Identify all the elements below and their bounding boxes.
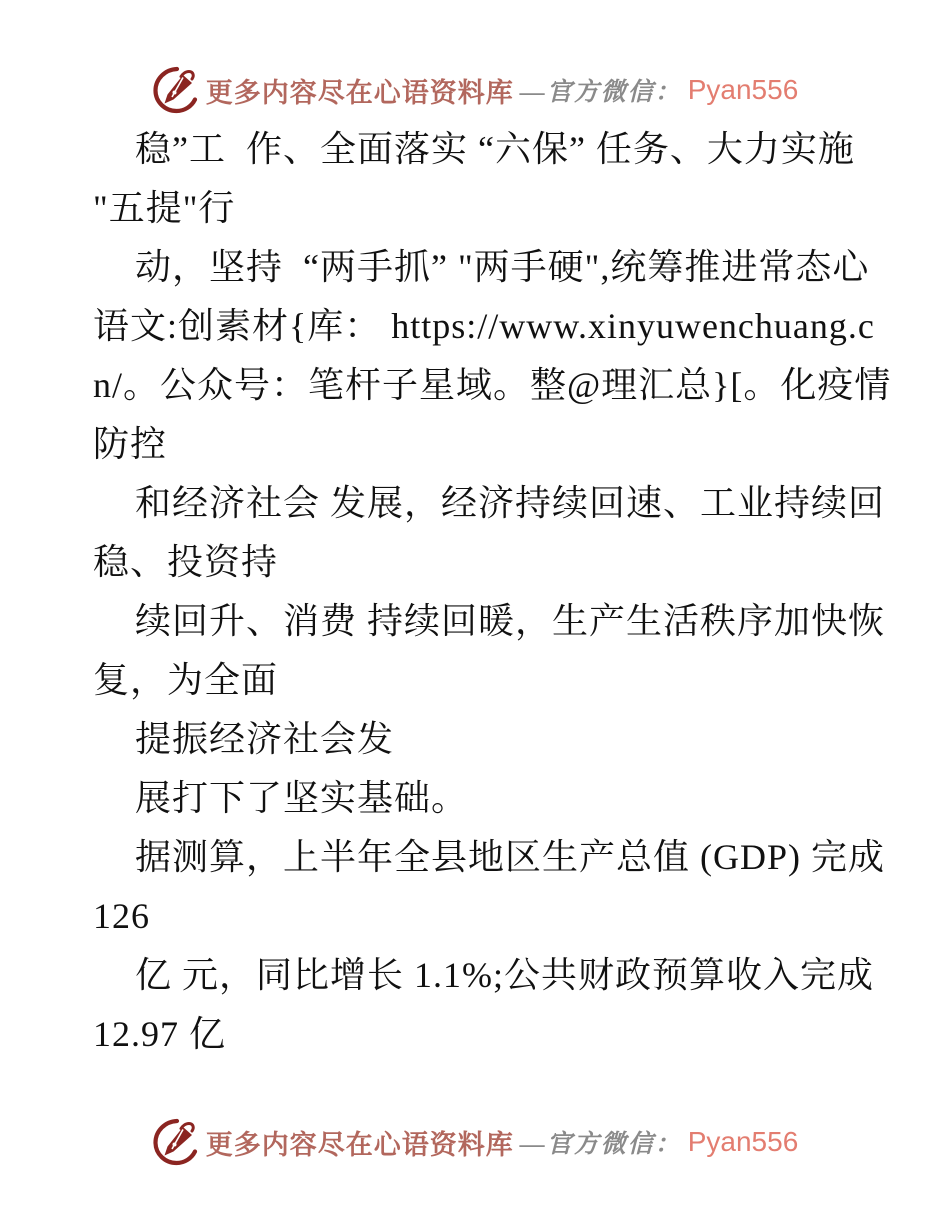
text-line: 复，为全面 xyxy=(93,660,279,700)
text-line: 据测算，上半年全县地区生产总值 (GDP) 完成 xyxy=(135,837,885,877)
pen-nib-logo-icon xyxy=(152,66,200,114)
watermark-wechat-label: —官方微信： xyxy=(519,1131,682,1158)
text-line: 12.97 亿 xyxy=(93,1014,227,1054)
watermark-wechat-account: Pyan556 xyxy=(687,74,799,105)
document-lines xyxy=(93,120,950,1064)
text-line: 亿 元，同比增长 1.1%;公共财政预算收入完成 xyxy=(135,955,874,995)
text-line: 和经济社会 发展，经济持续回速、工业持续回 xyxy=(135,483,886,523)
text-line: 语文:创素材{库： https://www.xinyuwenchuang.c xyxy=(93,306,875,346)
text-line: 126 xyxy=(93,896,150,936)
text-line: 提振经济社会发 xyxy=(135,719,395,759)
footer-watermark xyxy=(0,1114,950,1170)
watermark-wechat-label: —官方微信： xyxy=(519,79,682,106)
watermark-wechat-account: Pyan556 xyxy=(687,1126,799,1157)
text-line: 续回升、消费 持续回暖，生产生活秩序加快恢 xyxy=(135,601,886,641)
text-line: 动，坚持 “两手抓” "两手硬",统筹推进常态心 xyxy=(135,247,870,287)
pen-nib-logo-icon xyxy=(152,1118,200,1166)
header-watermark xyxy=(0,62,950,118)
text-line: n/。公众号：笔杆子星域。整@理汇总}[。化疫情 xyxy=(93,365,892,405)
text-line: 展打下了坚实基础。 xyxy=(135,778,469,818)
text-line: "五提"行 xyxy=(93,188,236,228)
text-line: 防控 xyxy=(93,424,168,464)
text-line: 稳”工 作、全面落实 “六保” 任务、大力实施 xyxy=(135,129,855,169)
text-line: 稳、投资持 xyxy=(93,542,279,582)
watermark-brand-text: 更多内容尽在心语资料库 xyxy=(205,1129,514,1160)
watermark-brand-text: 更多内容尽在心语资料库 xyxy=(205,77,514,108)
